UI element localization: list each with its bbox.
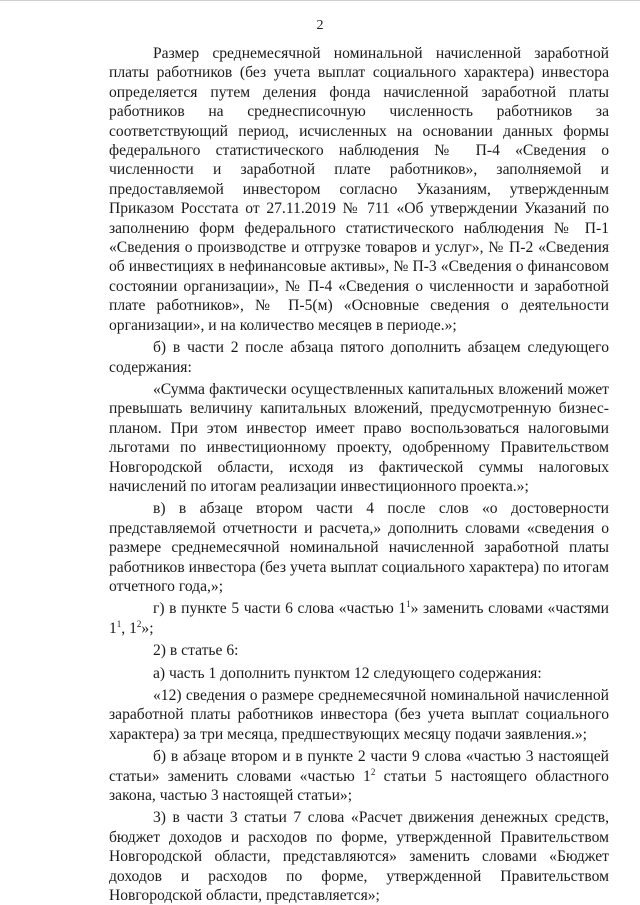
paragraph-amendment-v: в) в абзаце втором части 4 после слов «о достоверности представляемой отчетности и расчета,» дополнить словами «сведения о размере среднемесячной номинальной начисленной заработной платы работников инвестора (без учета выплат социального характера) по итогам отчетного года,»; <box>109 500 609 595</box>
paragraph-article-7: 3) в части 3 статьи 7 слова «Расчет движения денежных средств, бюджет доходов и расходов по форме, утвержденной Правительством Новгородской области, представляются» заменить словами «Бюджет доходов и расходов по форме, утвержденной Правительством Новгородской области, представляется»; <box>109 809 609 905</box>
paragraph-amendment-g: г) в пункте 5 части 6 слова «частью $1^1$» заменить словами «частями $1^1$, $1^2$»; <box>109 599 610 637</box>
paragraph-item-12: «12) сведения о размере среднемесячной номинальной начисленной заработной платы работников инвестора (без учета выплат социального характера) за три месяца, предшествующих месяцу подачи заявления.»; <box>109 687 609 743</box>
paragraph-capital-investments: «Сумма фактически осуществленных капитальных вложений может превышать величину капитальных вложений, предусмотренную бизнес-планом. При этом инвестор имеет право воспользоваться налоговыми льготами по инвестиционному проекту, одобренному Правительством Новгородской области, исходя из фактической суммы налоговых начислений по итогам реализации инвестиционного проекта.»; <box>109 380 609 495</box>
paragraph-article-6: 2) в статье 6: <box>153 642 239 660</box>
document-body <box>109 44 609 905</box>
paragraph-amendment-b2: б) в абзаце втором и в пункте 2 части 9 слова «частью 3 настоящей статьи» заменить словами «частью $1^2$ статьи 5 настоящего областного закона, частью 3 настоящей статьи»; <box>109 748 609 805</box>
page-number: 2 <box>316 18 324 33</box>
paragraph-salary-definition: Размер среднемесячной номинальной начисленной заработной платы работников (без учета выплат социального характера) инвестора определяется путем деления фонда начисленной заработной платы работников на среднесписочную численность работников за соответствующий период, исчисленных на основании данных формы федерального статистического наблюдения № П-4 «Сведения о численности и заработной плате работников», заполняемой и предоставляемой инвестором согласно Указаниям, утвержденным Приказом Росстата от 27.11.2019 № 711 «Об утверждении Указаний по заполнению форм федерального статистического наблюдения № П-1 «Сведения о производстве и отгрузке товаров и услуг», № П-2 «Сведения об инвестициях в нефинансовые активы», № П-3 «Сведения о финансовом состоянии организации», № П-4 «Сведения о численности и заработной плате работников», № П-5(м) «Основные сведения о деятельности организации», и на количество месяцев в периоде.»; <box>109 45 609 334</box>
paragraph-amendment-a: а) часть 1 дополнить пунктом 12 следующего содержания: <box>153 664 542 682</box>
paragraph-amendment-b: б) в части 2 после абзаца пятого дополнить абзацем следующего содержания: <box>109 339 609 376</box>
scan-edge-line <box>0 0 640 1</box>
